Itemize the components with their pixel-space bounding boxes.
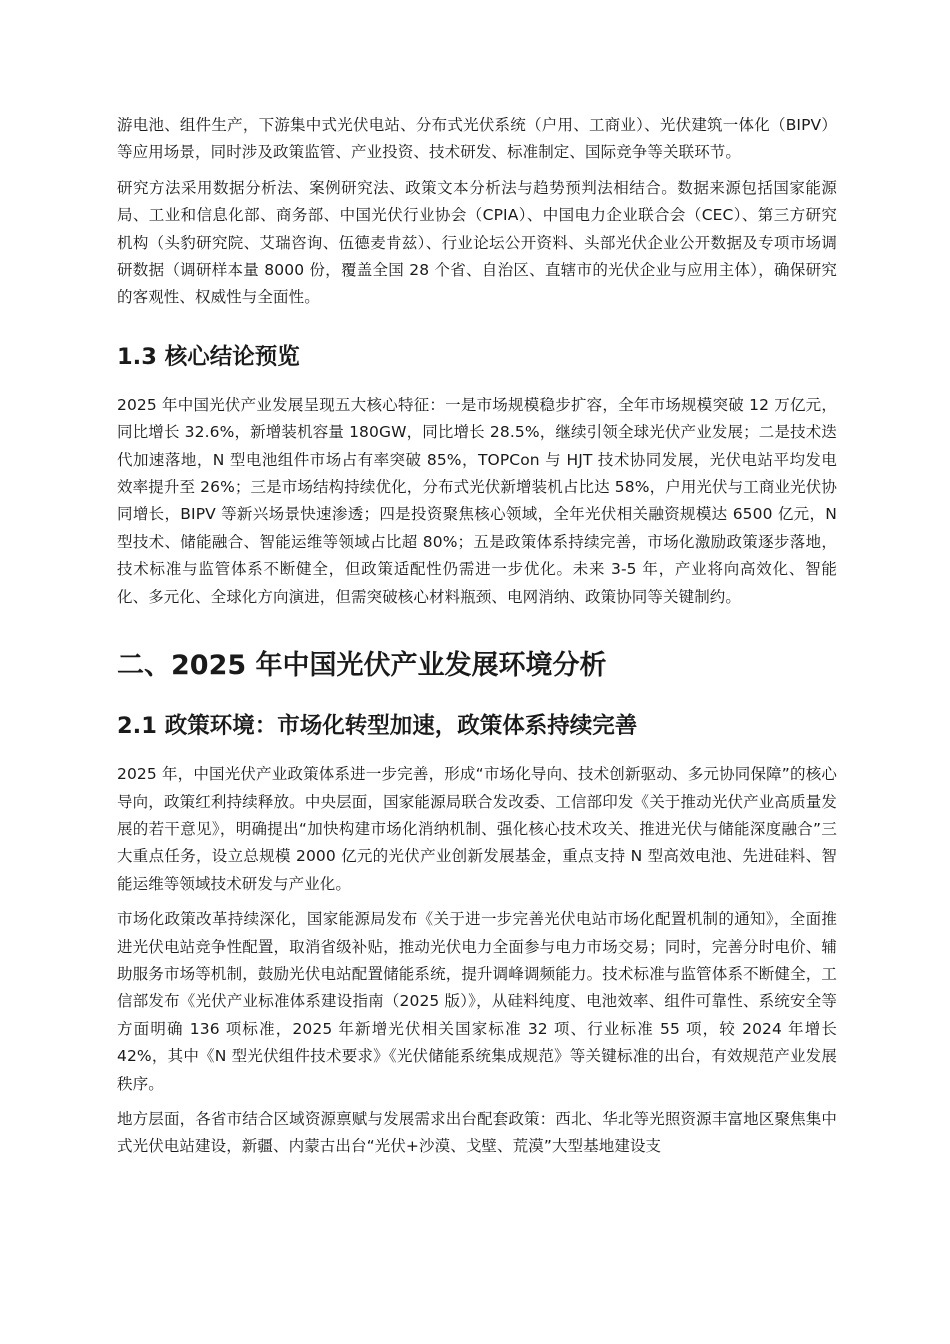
- paragraph-policy-market: 市场化政策改革持续深化，国家能源局发布《关于进一步完善光伏电站市场化配置机制的通知》，全面推进光伏电站竞争性配置，取消省级补贴，推动光伏电力全面参与电力市场交易；同时，完善分时电价、辅助服务市场等机制，鼓励光伏电站配置储能系统，提升调峰调频能力。技术标准与监管体系不断健全，工信部发布《光伏产业标准体系建设指南（2025 版）》，从硅料纯度、电池效率、组件可靠性、系统安全等方面明确 136 项标准，2025 年新增光伏相关国家标准 32 项、行业标准 55 项，较 2024 年增长 42%，其中《N 型光伏组件技术要求》《光伏储能系统集成规范》等关键标准的出台，有效规范产业发展秩序。: [117, 910, 837, 1093]
- section-1-3-heading: 1.3 核心结论预览: [117, 343, 300, 370]
- paragraph-research-methods: 研究方法采用数据分析法、案例研究法、政策文本分析法与趋势预判法相结合。数据来源包括国家能源局、工业和信息化部、商务部、中国光伏行业协会（CPIA）、中国电力企业联合会（CEC）、第三方研究机构（头豹研究院、艾瑞咨询、伍德麦肯兹）、行业论坛公开资料、头部光伏企业公开数据及专项市场调研数据（调研样本量 8000 份，覆盖全国 28 个省、自治区、直辖市的光伏企业与应用主体），确保研究的客观性、权威性与全面性。: [117, 178, 837, 307]
- paragraph-core-conclusions: 2025 年中国光伏产业发展呈现五大核心特征：一是市场规模稳步扩容，全年市场规模突破 12 万亿元，同比增长 32.6%，新增装机容量 180GW，同比增长 28.5%，继续引领全球光伏产业发展；二是技术迭代加速落地，N 型电池组件市场占有率突破 85%，TOPCon 与 HJT 技术协同发展，光伏电站平均发电效率提升至 26%；三是市场结构持续优化，分布式光伏新增装机占比达 58%，户用光伏与工商业光伏协同增长，BIPV 等新兴场景快速渗透；四是投资聚焦核心领域，全年光伏相关融资规模达 6500 亿元，N 型技术、储能融合、智能运维等领域占比超 80%；五是政策体系持续完善，市场化激励政策逐步落地，技术标准与监管体系不断健全，但政策适配性仍需进一步优化。未来 3-5 年，产业将向高效化、智能化、多元化、全球化方向演进，但需突破核心材料瓶颈、电网消纳、政策协同等关键制约。: [117, 395, 837, 606]
- paragraph-policy-local: 地方层面，各省市结合区域资源禀赋与发展需求出台配套政策：西北、华北等光照资源丰富地区聚焦集中式光伏电站建设，新疆、内蒙古出台“光伏+沙漠、戈壁、荒漠”大型基地建设支: [117, 1109, 837, 1156]
- chapter-2-heading: 二、2025 年中国光伏产业发展环境分析: [117, 650, 607, 682]
- document-page: [117, 112, 837, 1169]
- paragraph-policy-central: 2025 年，中国光伏产业政策体系进一步完善，形成“市场化导向、技术创新驱动、多元协同保障”的核心导向，政策红利持续释放。中央层面，国家能源局联合发改委、工信部印发《关于推动光伏产业高质量发展的若干意见》，明确提出“加快构建市场化消纳机制、强化核心技术攻关、推进光伏与储能深度融合”三大重点任务，设立总规模 2000 亿元的光伏产业创新发展基金，重点支持 N 型高效电池、先进硅料、智能运维等领域技术研发与产业化。: [117, 765, 837, 893]
- section-2-1-heading: 2.1 政策环境：市场化转型加速，政策体系持续完善: [117, 713, 638, 740]
- paragraph-scope-continued: 游电池、组件生产，下游集中式光伏电站、分布式光伏系统（户用、工商业）、光伏建筑一体化（BIPV）等应用场景，同时涉及政策监管、产业投资、技术研发、标准制定、国际竞争等关联环节。: [117, 116, 837, 162]
